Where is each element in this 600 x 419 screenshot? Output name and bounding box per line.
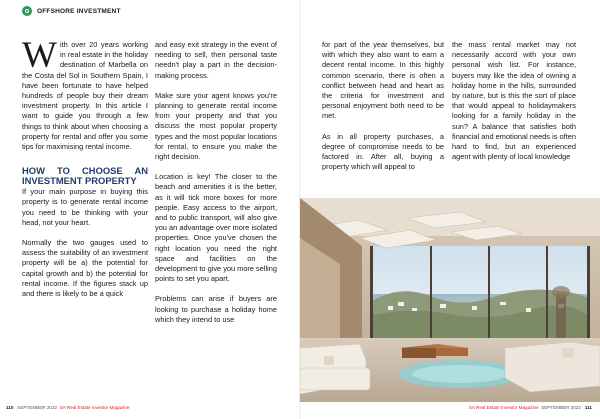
paragraph: Location is key! The closer to the beach and amenities it is the better, as it will tick more boxes for more people. Easy access to the airport, and to public transport, will also give you an advantage over more isolated properties. Once you've chosen the right location you need the right space and facilities on the development to give you more selling points to set you apart.	[155, 172, 278, 284]
paragraph: Make sure your agent knows you're planning to generate rental income from your property and that you discuss the most popular property types and the most popular locations for rental, to ensure you make the right decision.	[155, 90, 277, 162]
paragraph: for part of the year themselves, but with which they also want to earn a decent rental income. In this highly common scenario, there is often a conflict between head and heart as the criteria for investment and personal enjoyment both need to be met.	[322, 40, 444, 121]
article-column-2	[155, 40, 277, 325]
footer-magazine: SA Real Estate Investor Magazine	[468, 405, 539, 410]
intro-text: ith over 20 years working in real estate in the holiday destination of Marbella on the Costa del Sol in Southern Spain, I have been fortunate to have helped hundreds of people buy their dream investment property. In this article I want to guide you through a few things to think about when choosing a property for rental and offer you some tips for maximising rental income.	[22, 40, 148, 152]
page-number: 111	[584, 405, 592, 410]
article-column-1	[22, 35, 148, 299]
subheading: HOW TO CHOOSE AN INVESTMENT PROPERTY	[22, 165, 148, 186]
paragraph: As in all property purchases, a degree of compromise needs to be factored in. After all, buying a property which will appeal to	[322, 131, 444, 172]
paragraph: Problems can arise if buyers are looking to purchase a holiday home which they intend to use	[155, 294, 277, 324]
interior-photo	[300, 198, 600, 402]
paragraph: Normally the two gauges used to assess the suitability of an investment property will be a) the potential for capital growth and b) the potential for rental income. If the figures stack up and there is likely to be a quick	[22, 238, 148, 299]
paragraph: the mass rental market may not necessarily accord with your own personal wish list. For instance, buyers may like the idea of owning a holiday home in the hills, surrounded by nature, but is this the sort of place that would appeal to holidaymakers looking for a family holiday in the sun? A balance that satisfies both financial and emotional needs is often hard to find, but an experienced agent with plenty of local knowledge	[452, 40, 576, 162]
intro-paragraph	[22, 35, 148, 152]
footer-magazine: SA Real Estate Investor Magazine	[59, 405, 130, 410]
section-header	[22, 6, 121, 16]
paragraph: and easy exit strategy in the event of needing to sell, then personal taste needn't play a part in the decision-making process.	[155, 40, 277, 80]
right-page	[300, 0, 600, 419]
globe-icon	[22, 6, 32, 16]
section-label: OFFSHORE INVESTMENT	[37, 7, 121, 15]
footer-date: SEPTEMBER 2022	[17, 405, 58, 410]
paragraph: If your main purpose in buying this property is to generate rental income you need to be thinking with your head, not your heart.	[22, 187, 148, 227]
footer-date: SEPTEMBER 2022	[541, 405, 581, 410]
living-room-illustration	[300, 198, 600, 402]
article-column-4	[452, 40, 576, 162]
article-column-3	[322, 40, 444, 172]
page-number: 110	[6, 405, 14, 410]
footer-right	[469, 405, 592, 410]
footer-left	[6, 405, 129, 410]
drop-cap: W	[22, 35, 57, 76]
